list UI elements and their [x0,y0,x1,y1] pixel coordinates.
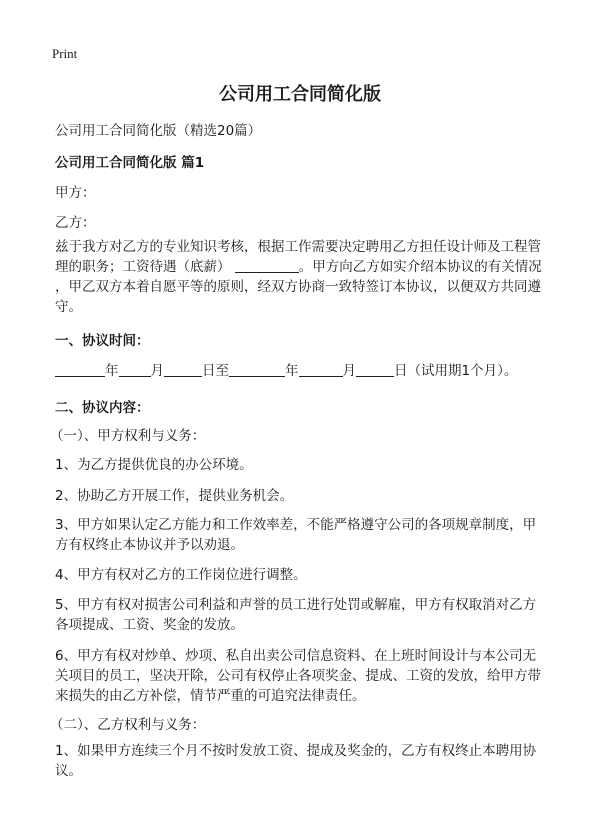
text-line: 关项目的员工，坚决开除，公司有权停止各项奖金、提成、工资的发放，给甲方带 [55,668,541,684]
date-line [55,359,517,379]
text-line: 1、如果甲方连续三个月不按时发放工资、提成及奖金的，乙方有权终止本聘用协 [55,743,537,759]
blank [299,362,343,377]
text-segment: 月 [342,363,356,379]
sub-heading-party-b: （二）、乙方权利与义务： [50,717,206,733]
blank [356,362,394,377]
text-line: ，甲乙双方本着自愿平等的原则，经双方协商一致特签订本协议，以便双方共同遵 [55,279,541,295]
text-line: 3、甲方如果认定乙方能力和工作效率差，不能严格遵守公司的各项规章制度，甲 [55,517,537,533]
print-link[interactable]: Print [52,46,78,61]
text-line: 兹于我方对乙方的专业知识考核，根据工作需要决定聘用乙方担任设计师及工程管 [55,239,541,255]
party-a-label: 甲方： [55,185,96,201]
item [55,486,293,506]
document-title: 公司用工合同简化版 [219,84,381,105]
text-line: 守。 [55,299,82,315]
text-line: 2、协助乙方开展工作，提供业务机会。 [55,488,294,504]
text-line: 4、甲方有权对乙方的工作岗位进行调整。 [55,567,307,583]
text-line: 6、甲方有权对炒单、炒项、私自出卖公司信息资料、在上班时间设计与本公司无 [55,648,537,664]
party-b-label: 乙方： [55,215,96,231]
text-segment: 。甲方向乙方如实介绍本协议的有关情况 [298,259,542,275]
item [55,455,253,475]
text-line: 议。 [55,763,82,779]
text-line: 1、为乙方提供优良的办公环境。 [55,457,253,473]
sub-heading-party-a: （一）、甲方权利与义务： [50,428,206,444]
blank [55,362,105,377]
item [55,515,536,555]
text-segment: 日（试用期1个月）。 [394,363,518,379]
text-line: 各项提成、工资、奖金的发放。 [55,617,244,633]
item [55,565,307,585]
blank [119,362,151,377]
item [55,646,541,706]
section-heading: 公司用工合同简化版 篇1 [55,155,205,171]
text-segment: 年 [285,363,299,379]
item [55,595,536,635]
blank [229,362,285,377]
text-line [55,257,542,277]
item [55,741,536,781]
intro-paragraph [55,237,542,317]
text-segment: 年 [105,363,119,379]
text-segment: 理的职务；工资待遇（底薪） [55,259,231,275]
text-segment: 月 [150,363,164,379]
text-line: 方有权终止本协议并予以劝退。 [55,537,244,553]
salary-blank [235,258,299,273]
text-line: 来损失的由乙方补偿，情节严重的可追究法律责任。 [55,688,366,704]
blank [164,362,202,377]
text-line: 5、甲方有权对损害公司利益和声誉的员工进行处罚或解雇，甲方有权取消对乙方 [55,597,537,613]
heading-agreement-content: 二、协议内容： [55,400,150,416]
heading-agreement-time: 一、协议时间： [55,333,150,349]
text-segment: 日至 [202,363,229,379]
document-subtitle: 公司用工合同简化版（精选20篇） [55,123,262,139]
